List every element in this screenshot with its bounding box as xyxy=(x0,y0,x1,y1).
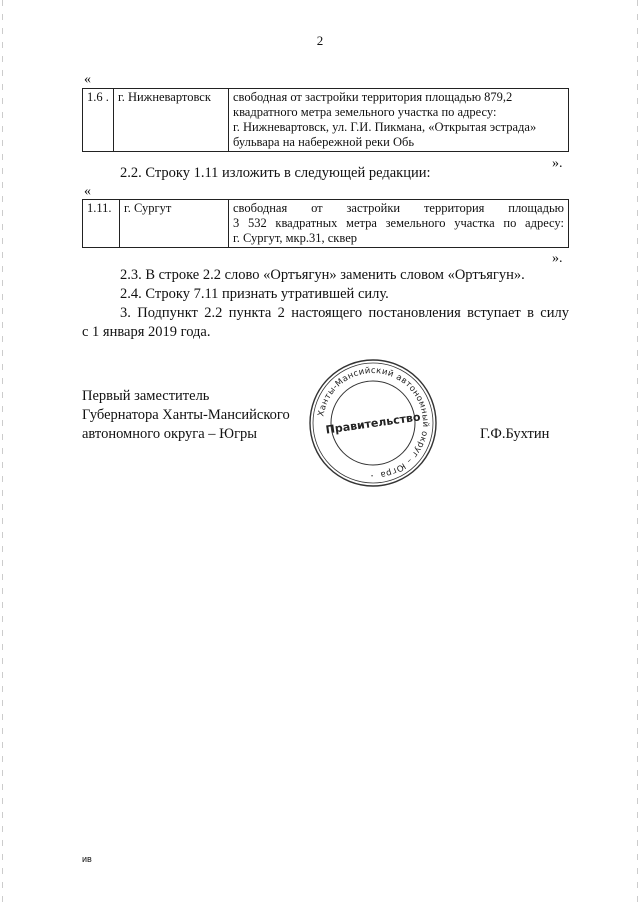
paragraph-3-line1: 3. Подпункт 2.2 пункта 2 настоящего постановления вступает в силу xyxy=(120,305,569,321)
city-name: г. Нижневартовск xyxy=(118,90,211,104)
description-line: квадратного метра земельного участка по адресу: xyxy=(233,105,497,119)
paragraph-2-4: 2.4. Строку 7.11 признать утратившей силу. xyxy=(120,286,389,302)
right-margin-mark xyxy=(637,0,638,905)
city-cell xyxy=(120,200,229,248)
description-line: г. Нижневартовск, ул. Г.И. Пикмана, «Открытая эстрада» xyxy=(233,120,537,134)
city-name: г. Сургут xyxy=(124,201,172,215)
footer-mark: ив xyxy=(82,854,92,864)
description-cell xyxy=(229,89,569,152)
row-number-cell xyxy=(83,200,120,248)
seal-dot: • xyxy=(371,474,374,480)
paragraph-2-2: 2.2. Строку 1.11 изложить в следующей редакции: xyxy=(120,165,431,181)
description-line: 3 532 квадратных метра земельного участка по адресу: xyxy=(233,216,564,230)
quote-close-2: ». xyxy=(552,251,563,266)
seal-ring-text: Ханты-Мансийский автономный округ – Югра xyxy=(316,365,431,480)
signatory-position xyxy=(82,387,290,444)
signatory-position-line: Губернатора Ханты-Мансийского xyxy=(82,407,290,423)
quote-open-2: « xyxy=(84,184,91,199)
signatory-position-line: Первый заместитель xyxy=(82,388,210,404)
paragraph-3-line2: с 1 января 2019 года. xyxy=(82,324,211,340)
table-row-1-11 xyxy=(82,199,569,248)
signatory-name: Г.Ф.Бухтин xyxy=(480,426,550,442)
left-margin-mark xyxy=(2,0,3,905)
page-number: 2 xyxy=(316,33,324,48)
seal-center-text: Правительство xyxy=(324,410,422,437)
description-line: свободная от застройки территория площадью xyxy=(233,201,564,215)
paragraph-2-3: 2.3. В строке 2.2 слово «Ортъягун» заменить словом «Ортъягун». xyxy=(120,267,525,283)
quote-close-1: ». xyxy=(552,156,563,171)
description-line: бульвара на набережной реки Обь xyxy=(233,135,415,149)
description-cell xyxy=(229,200,569,248)
official-seal xyxy=(307,357,439,489)
signatory-position-line: автономного округа – Югры xyxy=(82,426,258,442)
row-number: 1.11. xyxy=(87,201,112,215)
description-line: свободная от застройки территория площадью 879,2 xyxy=(233,90,513,104)
description-line: г. Сургут, мкр.31, сквер xyxy=(233,231,357,245)
row-number-cell xyxy=(83,89,114,152)
quote-open-1: « xyxy=(84,72,91,87)
table-row-1-6 xyxy=(82,88,569,152)
row-number: 1.6 . xyxy=(87,90,109,104)
city-cell xyxy=(114,89,229,152)
